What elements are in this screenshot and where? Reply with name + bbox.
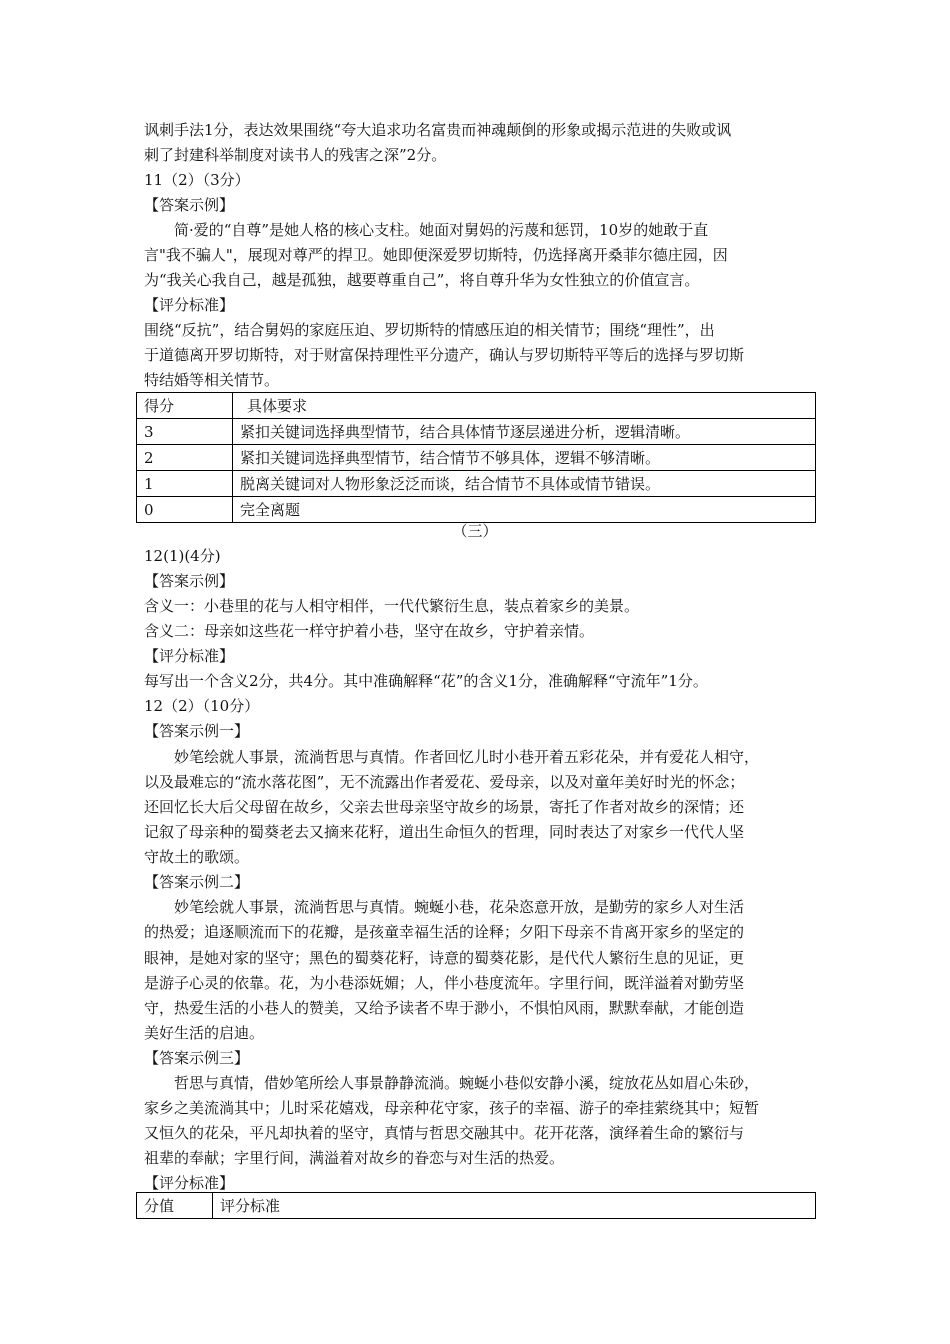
- table-header-row: [137, 1193, 816, 1219]
- table-header-cell: 得分: [137, 393, 233, 419]
- table-header-cell: 分值: [137, 1193, 213, 1219]
- text-line: 祖辈的奉献；字里行间，满溢着对故乡的眷恋与对生活的热爱。: [144, 1149, 565, 1167]
- text-line: 特结婚等相关情节。: [144, 371, 280, 389]
- text-line: 守故土的歌颂。: [144, 848, 250, 866]
- text-line: 眼神，是她对家的坚守；黑色的蜀葵花籽，诗意的蜀葵花影，是代代人繁衍生息的见证，更: [144, 949, 745, 967]
- section-label: 【评分标准】: [144, 296, 235, 314]
- section-label: 【评分标准】: [144, 647, 235, 665]
- section-label: 【答案示例一】: [144, 722, 250, 740]
- text-line: 含义一：小巷里的花与人相守相伴，一代代繁衍生息，装点着家乡的美景。: [144, 597, 640, 615]
- text-line: 记叙了母亲种的蜀葵老去又摘来花籽，道出生命恒久的哲理，同时表达了对家乡一代代人坚: [144, 823, 745, 841]
- text-line: 守，热爱生活的小巷人的赞美，又给予读者不卑于渺小，不惧怕风雨，默默奉献，才能创造: [144, 999, 745, 1017]
- text-line: 刺了封建科举制度对读书人的残害之深”2分。: [144, 146, 447, 164]
- table-header-row: [137, 393, 816, 419]
- text-line: 是游子心灵的依靠。花，为小巷添妩媚；人，伴小巷度流年。字里行间，既洋溢着对勤劳坚: [144, 974, 745, 992]
- section-label: 【答案示例三】: [144, 1049, 250, 1067]
- question-heading: 11（2）（3分）: [144, 171, 250, 189]
- section-label: 【答案示例二】: [144, 873, 250, 891]
- text-line: 于道德离开罗切斯特，对于财富保持理性平分遗产，确认与罗切斯特平等后的选择与罗切斯: [144, 346, 745, 364]
- scoring-table: [136, 392, 816, 523]
- text-line: 美好生活的启迪。: [144, 1024, 265, 1042]
- table-row: [137, 445, 816, 471]
- table-cell-score: 0: [137, 497, 233, 523]
- table-cell-requirement: 完全离题: [233, 497, 816, 523]
- text-line: 言"我不骗人"，展现对尊严的捍卫。她即便深爱罗切斯特，仍选择离开桑菲尔德庄园，因: [144, 246, 728, 264]
- question-heading: 12（2）（10分）: [144, 697, 260, 715]
- text-line: 还回忆长大后父母留在故乡，父亲去世母亲坚守故乡的场景，寄托了作者对故乡的深情；还: [144, 798, 745, 816]
- table-cell-score: 2: [137, 445, 233, 471]
- section-label: 【评分标准】: [144, 1174, 235, 1192]
- section-label: 【答案示例】: [144, 196, 235, 214]
- text-line: 为“我关心我自己，越是孤独，越要尊重自己”，将自尊升华为女性独立的价值宣言。: [144, 271, 700, 289]
- table-cell-requirement: 脱离关键词对人物形象泛泛而谈，结合情节不具体或情节错误。: [233, 471, 816, 497]
- text-line: 哲思与真情，借妙笔所绘人事景静静流淌。蜿蜒小巷似安静小溪，绽放花丛如眉心朱砂，: [174, 1074, 760, 1092]
- text-line: 妙笔绘就人事景，流淌哲思与真情。蜿蜒小巷，花朵恣意开放，是勤劳的家乡人对生活: [174, 898, 745, 916]
- text-line: 以及最难忘的“流水落花图”，无不流露出作者爱花、爱母亲，以及对童年美好时光的怀念；: [144, 773, 745, 791]
- text-line: 家乡之美流淌其中；儿时采花嬉戏，母亲种花守家，孩子的幸福、游子的牵挂萦绕其中；短暂: [144, 1099, 760, 1117]
- scoring-table-2: [136, 1192, 816, 1219]
- table-row: [137, 471, 816, 497]
- text-line: 又恒久的花朵，平凡却执着的坚守，真情与哲思交融其中。花开花落，演绎着生命的繁衍与: [144, 1124, 745, 1142]
- text-line: 讽刺手法1分，表达效果围绕“夸大追求功名富贵而神魂颠倒的形象或揭示范进的失败或讽: [144, 121, 732, 139]
- text-line: 围绕“反抗”，结合舅妈的家庭压迫、罗切斯特的情感压迫的相关情节；围绕“理性”，出: [144, 321, 715, 339]
- section-title: （三）: [452, 522, 498, 540]
- text-line: 的热爱；追逐顺流而下的花瓣，是孩童幸福生活的诠释；夕阳下母亲不肯离开家乡的坚定的: [144, 923, 745, 941]
- table-cell-requirement: 紧扣关键词选择典型情节，结合情节不够具体，逻辑不够清晰。: [233, 445, 816, 471]
- table-cell-score: 1: [137, 471, 233, 497]
- text-line: 含义二：母亲如这些花一样守护着小巷，坚守在故乡，守护着亲情。: [144, 622, 595, 640]
- table-header-cell: 具体要求: [233, 393, 816, 419]
- table-header-cell: 评分标准: [213, 1193, 816, 1219]
- table-row: [137, 419, 816, 445]
- text-line: 简·爱的“自尊”是她人格的核心支柱。她面对舅妈的污蔑和惩罚，10岁的她敢于直: [174, 221, 709, 239]
- table-cell-requirement: 紧扣关键词选择典型情节，结合具体情节逐层递进分析，逻辑清晰。: [233, 419, 816, 445]
- section-label: 【答案示例】: [144, 572, 235, 590]
- text-line: 每写出一个含义2分，共4分。其中准确解释“花”的含义1分，准确解释“守流年”1分。: [144, 672, 708, 690]
- table-cell-score: 3: [137, 419, 233, 445]
- question-heading: 12(1)(4分): [144, 547, 221, 565]
- text-line: 妙笔绘就人事景，流淌哲思与真情。作者回忆儿时小巷开着五彩花朵，并有爱花人相守，: [174, 748, 760, 766]
